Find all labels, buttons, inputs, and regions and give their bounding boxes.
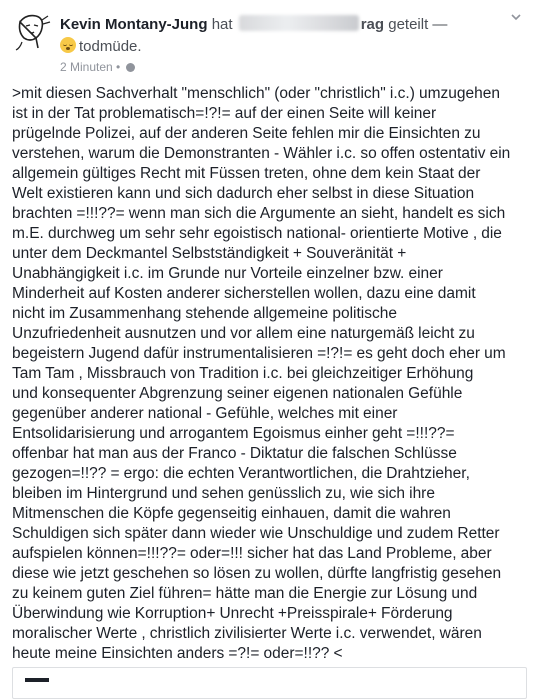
verb-text: hat xyxy=(211,16,233,33)
post-line: Schuldigen sich später dann wieder wie Unschuldige und zudem Retter xyxy=(12,525,500,542)
attachment-thumbnail-edge xyxy=(25,678,49,682)
post-line: Unzufriedenheit ausnutzen und vor allem eine naturgemäß leicht zu xyxy=(12,325,475,342)
post-line: >mit diesen Sachverhalt "menschlich" (oder "christlich" i.c.) umzugehen xyxy=(12,85,500,102)
post-line: Welt existieren kann und sich dadurch eher selbst in diese Situation xyxy=(12,185,475,202)
obscured-text xyxy=(239,15,359,31)
post-line: unter dem Deckmantel Selbstständigkeit + Souveränität + xyxy=(12,245,407,262)
post-line: und konsequenter Abgrenzung seiner eigenen nationalen Gefühle xyxy=(12,385,463,402)
post-line: allgemein gültiges Recht mit Füssen treten, ohne dem kein Staat der xyxy=(12,165,481,182)
chevron-down-icon[interactable] xyxy=(511,12,521,22)
post-header xyxy=(0,0,537,80)
post-line: gegenüber anderer national - Gefühle, welches mit einer xyxy=(12,405,398,422)
post-line: bleiben im Hintergrund und sehen genüsslich zu, wie sich ihre xyxy=(12,485,435,502)
post-line: ist in der Tat problematisch=!?!= auf der einen Seite will keiner xyxy=(12,105,437,122)
meta-separator: • xyxy=(116,60,121,74)
post-headline xyxy=(60,15,447,34)
feeling-line xyxy=(60,37,142,56)
feeling-text: todmüde. xyxy=(79,38,142,55)
post-line: diese wie jetzt geschehen so lösen zu wollen, dürfte langfristig gesehen xyxy=(12,565,502,582)
post-meta xyxy=(60,60,135,75)
author-name[interactable]: Kevin Montany-Jung xyxy=(60,16,208,33)
shared-attachment-card[interactable] xyxy=(12,667,527,699)
timestamp[interactable]: 2 Minuten xyxy=(60,60,113,74)
post-line: Tam Tam , Missbrauch von Tradition i.c. bei gleichzeitiger Erhöhung xyxy=(12,365,474,382)
post-line: verstehen, warum die Demonstranten - Wähler i.c. so offen ostentativ ein xyxy=(12,145,511,162)
post-line: aufspielen können=!!!??= oder=!!! sicher hat das Land Probleme, aber xyxy=(12,545,492,562)
post-line: m.E. durchweg um sehr sehr egoistisch national- orientierte Motive , die xyxy=(12,225,502,242)
post-body xyxy=(12,84,526,664)
avatar[interactable] xyxy=(12,12,52,52)
sleepy-face-emoji-icon xyxy=(60,37,76,53)
post-line: nicht im Zusammenhang stehende allgemeine politische xyxy=(12,305,397,322)
post-line: Überwindung wie Korruption+ Unrecht +Preisspirale+ Förderung xyxy=(12,605,453,622)
post-line: Minderheit auf Kosten anderer sicherstellen wollen, dazu eine damit xyxy=(12,285,476,302)
post-line: Unabhängigkeit i.c. im Grunde nur Vorteile einzelner bzw. einer xyxy=(12,265,443,282)
post-line: zu keinem guten Ziel führen= hätte man die Energie zur Lösung und xyxy=(12,585,478,602)
post-line: offenbar hat man aus der Franco - Diktatur die falschen Schlüsse xyxy=(12,445,457,462)
post-line: moralischer Werte , christlich zivilisierter Werte i.c. verwendet, wären xyxy=(12,625,482,642)
post-line: brachten =!!!??= wenn man sich die Argumente an sieht, handelt es sich xyxy=(12,205,506,222)
post-line: heute meine Einsichten anders =?!= oder=!!?? < xyxy=(12,645,343,662)
post-line: gezogen=!!?? = ergo: die echten Verantwortlichen, die Drahtzieher, xyxy=(12,465,470,482)
post-line: Entsolidarisierung und arrogantem Egoismus einher geht =!!!??= xyxy=(12,425,455,442)
post-line: Mitmenschen die Köpfe gegenseitig einhauen, damit die wahren xyxy=(12,505,451,522)
obscured-tail: rag xyxy=(360,16,385,33)
globe-icon xyxy=(126,63,135,72)
post-line: prügelnde Polizei, auf der anderen Seite fehlen mir die Einsichten zu xyxy=(12,125,481,142)
shared-label: geteilt — xyxy=(388,16,448,33)
post-line: begeistern Jugend dafür instrumentalisieren =!?!= es geht doch eher um xyxy=(12,345,506,362)
